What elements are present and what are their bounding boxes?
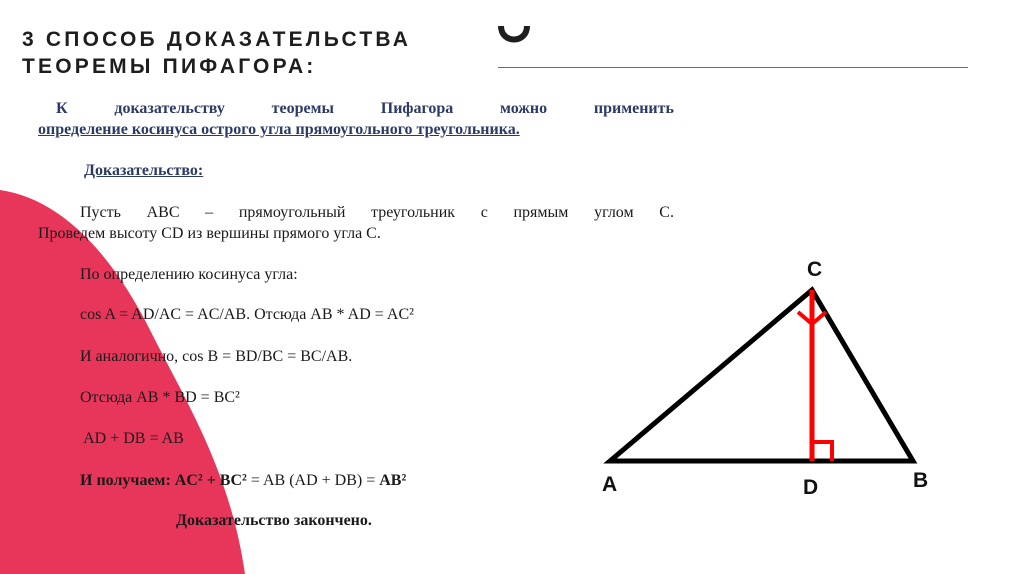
intro-word: К: [56, 100, 68, 117]
triangle-diagram: [580, 250, 960, 510]
intro-word: Пифагора: [380, 100, 454, 117]
bd-line: Отсюда AB * BD = BC²: [80, 389, 240, 406]
setup-paragraph: [38, 202, 674, 244]
title-line-2: ТЕОРЕМЫ ПИФАГОРА:: [22, 55, 317, 78]
setup-word: с: [480, 204, 488, 221]
setup-word: углом: [594, 204, 634, 221]
setup-line-2: Проведем высоту CD из вершины прямого угла С.: [38, 225, 381, 242]
setup-word: прямоугольный: [238, 204, 346, 221]
cos-a-line: cos A = AD/AC = AC/AB. Отсюда AB * AD = AC²: [80, 306, 414, 323]
label-a: A: [602, 473, 618, 496]
decorative-arc: [495, 22, 535, 52]
setup-word: прямым: [513, 204, 569, 221]
intro-text: [38, 98, 674, 140]
intro-line-2: определение косинуса острого угла прямоугольного треугольника.: [38, 121, 520, 138]
slide-title: [22, 26, 411, 80]
label-b: B: [913, 469, 929, 492]
intro-word: теоремы: [271, 100, 335, 117]
setup-word: –: [205, 204, 214, 221]
proof-heading: Доказательство:: [84, 162, 204, 179]
triangle-abc: [610, 290, 913, 461]
setup-word: Пусть: [80, 204, 121, 221]
sum-line: AD + DB = AB: [80, 430, 184, 447]
setup-word: АВС: [146, 204, 180, 221]
result-bold-end: AB²: [379, 472, 407, 489]
result-bold-start: И получаем: AC² + BC²: [80, 472, 247, 489]
right-angle-mark-d: [812, 442, 832, 461]
title-underline: [498, 67, 968, 68]
label-c: C: [807, 258, 823, 281]
intro-word: доказательству: [114, 100, 225, 117]
cos-definition-line: По определению косинуса угла:: [80, 266, 298, 283]
result-middle: = AB (AD + DB) =: [246, 472, 380, 489]
cos-b-line: И аналогично, cos B = BD/BC = BC/AB.: [80, 348, 353, 365]
intro-word: применить: [593, 100, 674, 117]
intro-word: можно: [500, 100, 548, 117]
setup-line-1: [38, 202, 674, 223]
setup-word: треугольник: [371, 204, 456, 221]
label-d: D: [803, 476, 819, 499]
intro-line-1: [38, 98, 674, 119]
title-line-1: 3 СПОСОБ ДОКАЗАТЕЛЬСТВА: [22, 28, 412, 51]
result-line: [80, 472, 406, 490]
conclusion-text: Доказательство закончено.: [176, 512, 372, 529]
setup-word: С.: [659, 204, 674, 221]
